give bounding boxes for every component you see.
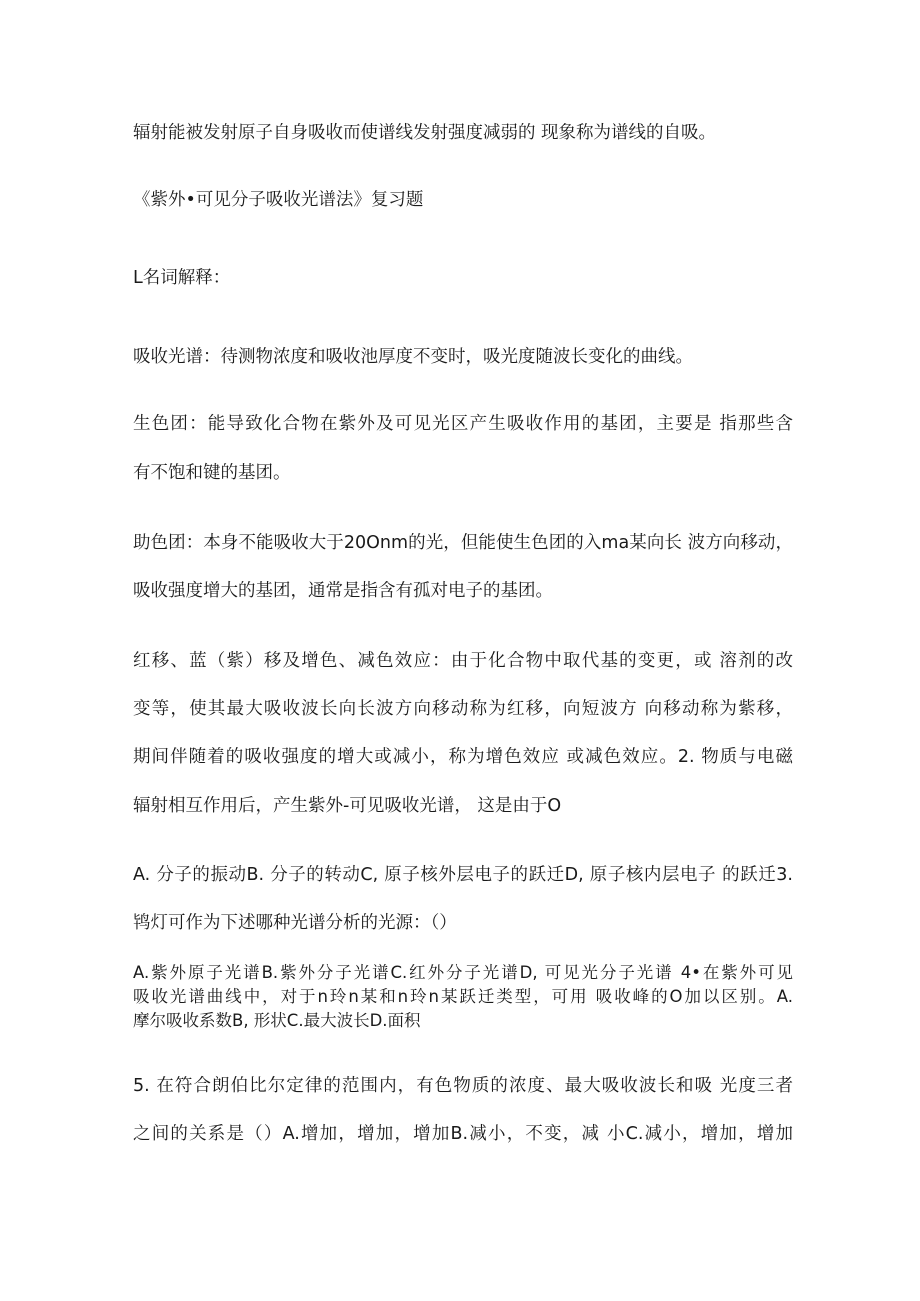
- text-line: 助色团：本身不能吸收大于20Onm的光，但能使生色团的入ma某向长 波方向移动，: [133, 533, 793, 553]
- text-line: 红移、蓝（紫）移及增色、减色效应：由于化合物中取代基的变更，或 溶剂的改: [133, 651, 793, 671]
- text-line: 有不饱和键的基团。: [133, 463, 291, 483]
- text-line: 吸收强度增大的基团，通常是指含有孤对电子的基团。: [133, 581, 553, 601]
- question-options: A. 分子的振动B. 分子的转动C, 原子核外层电子的跃迁D, 原子核内层电子 的跃迁3.: [133, 865, 793, 885]
- subheading: L名词解释：: [133, 268, 231, 288]
- text-line: 期间伴随着的吸收强度的增大或减小，称为增色效应 或减色效应。2. 物质与电磁: [133, 747, 793, 767]
- text-line: 生色团：能导致化合物在紫外及可见光区产生吸收作用的基团，主要是 指那些含: [133, 414, 793, 434]
- text-line: 辐射能被发射原子自身吸收而使谱线发射强度减弱的 现象称为谱线的自吸。: [133, 123, 717, 143]
- text-line: 5. 在符合朗伯比尔定律的范围内，有色物质的浓度、最大吸收波长和吸 光度三者: [133, 1076, 793, 1096]
- text-line: 吸收光谱：待测物浓度和吸收池厚度不变时，吸光度随波长变化的曲线。: [133, 347, 693, 367]
- question-options: 之间的关系是（）A.增加，增加，增加B.减小，不变，减 小C.减小，增加，增加: [133, 1124, 793, 1144]
- section-title: 《紫外•可见分子吸收光谱法》复习题: [133, 190, 424, 210]
- text-line: 变等，使其最大吸收波长向长波方向移动称为红移，向短波方 向移动称为紫移，: [133, 699, 793, 719]
- question-options: 摩尔吸收系数B, 形状C.最大波长D.面积: [133, 1011, 421, 1030]
- text-line: 辐射相互作用后，产生紫外-可见吸收光谱， 这是由于O: [133, 796, 562, 816]
- text-line: 鸨灯可作为下述哪种光谱分析的光源：（）: [133, 913, 457, 933]
- question-options: A.紫外原子光谱B.紫外分子光谱C.红外分子光谱D, 可见光分子光谱 4•在紫外可见: [133, 963, 793, 982]
- text-line: 吸收光谱曲线中，对于n玲n某和n玲n某跃迁类型，可用 吸收峰的O加以区别。A.: [133, 987, 793, 1006]
